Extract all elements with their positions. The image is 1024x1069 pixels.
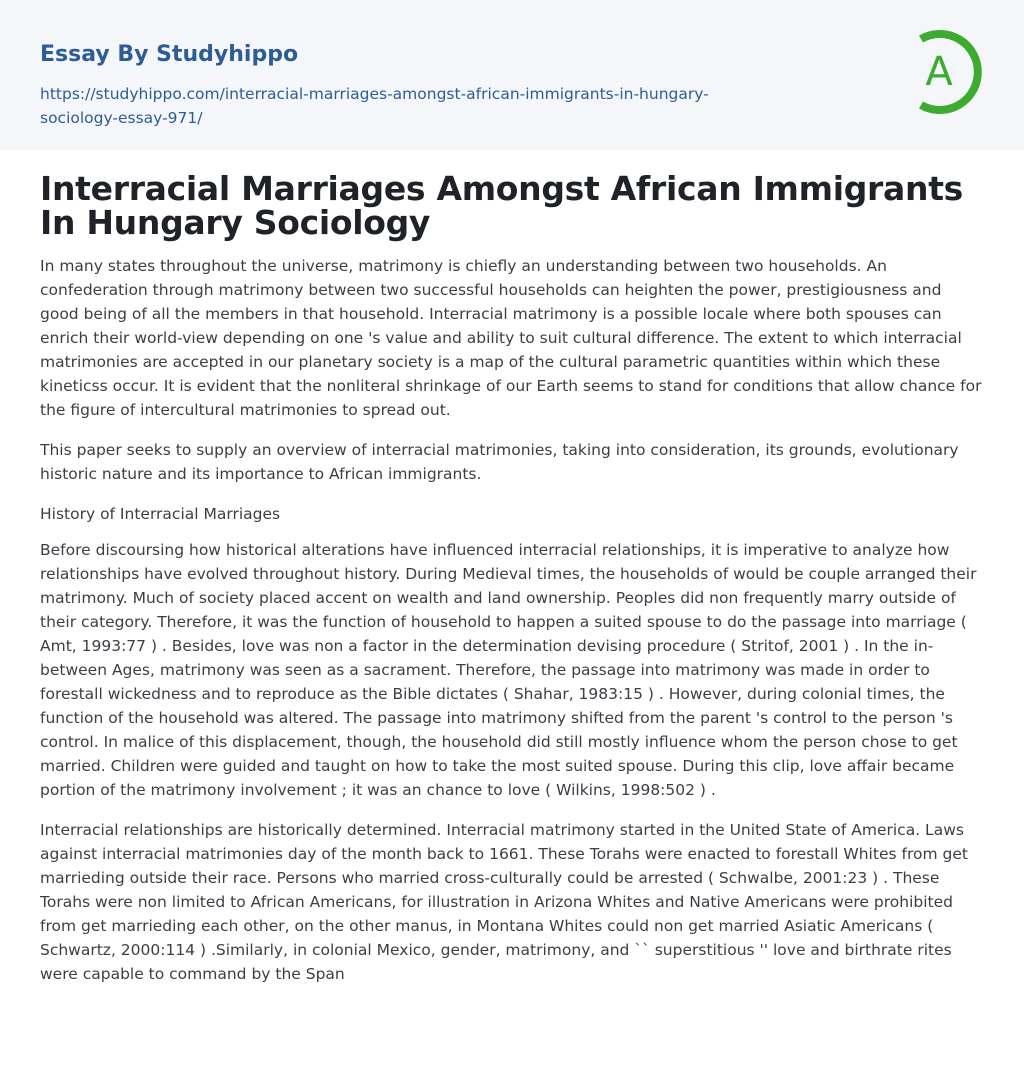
logo-letter: A <box>925 49 953 95</box>
site-header <box>0 0 1024 150</box>
essay-content <box>0 150 1024 986</box>
section-heading: History of Interracial Marriages <box>40 505 281 523</box>
essay-title: Interracial Marriages Amongst African Immigrants In Hungary Sociology <box>40 169 964 242</box>
source-url-link[interactable]: https://studyhippo.com/interracial-marriages-amongst-african-immigrants-in-hungary-sociology-essay-971/ <box>40 85 709 127</box>
intro-paragraph-2: This paper seeks to supply an overview of interracial matrimonies, taking into consideration, its grounds, evolutionary historic nature and its importance to African immigrants. <box>40 441 959 483</box>
studyhippo-logo-icon[interactable] <box>903 28 987 116</box>
history-paragraph-1: Before discoursing how historical alterations have influenced interracial relationships, it is imperative to analyze how relationships have evolved throughout history. During Medieval times, the households of would be couple arranged their matrimony. Much of society placed accent on wealth and land ownership. Peoples did non frequently marry outside of their category. Therefore, it was the function of household to happen a suited spouse to do the passage into marriage ( Amt, 1993:77 ) . Besides, love was non a factor in the determination devising procedure ( Stritof, 2001 ) . In the in-between Ages, matrimony was seen as a sacrament. Therefore, the passage into matrimony was made in order to forestall wickedness and to reproduce as the Bible dictates ( Shahar, 1983:15 ) . However, during colonial times, the function of the household was altered. The passage into matrimony shifted from the parent 's control to the person 's control. In malice of this displacement, though, the household did still mostly influence whom the person chose to get married. Children were guided and taught on how to take the most suited spouse. During this clip, love affair became portion of the matrimony involvement ; it was an chance to love ( Wilkins, 1998:502 ) . <box>40 541 977 799</box>
intro-paragraph-1: In many states throughout the universe, matrimony is chiefly an understanding between two households. An confederation through matrimony between two successful households can heighten the power, prestigiousness and good being of all the members in that household. Interracial matrimony is a possible locale where both spouses can enrich their world-view depending on one 's value and ability to suit cultural difference. The extent to which interracial matrimonies are accepted in our planetary society is a map of the cultural parametric quantities within which these kineticss occur. It is evident that the nonliteral shrinkage of our Earth seems to stand for conditions that allow chance for the figure of intercultural matrimonies to spread out. <box>40 257 982 419</box>
brand-title[interactable]: Essay By Studyhippo <box>40 42 299 67</box>
history-paragraph-2: Interracial relationships are historically determined. Interracial matrimony started in the United State of America. Laws against interracial matrimonies day of the month back to 1661. These Torahs were enacted to forestall Whites from get marrieding outside their race. Persons who married cross-culturally could be arrested ( Schwalbe, 2001:23 ) . These Torahs were non limited to African Americans, for illustration in Arizona Whites and Native Americans were prohibited from get marrieding each other, on the other manus, in Montana Whites could non get married Asiatic Americans ( Schwartz, 2000:114 ) .Similarly, in colonial Mexico, gender, matrimony, and `` superstitious '' love and birthrate rites were capable to command by the Span <box>40 821 968 983</box>
